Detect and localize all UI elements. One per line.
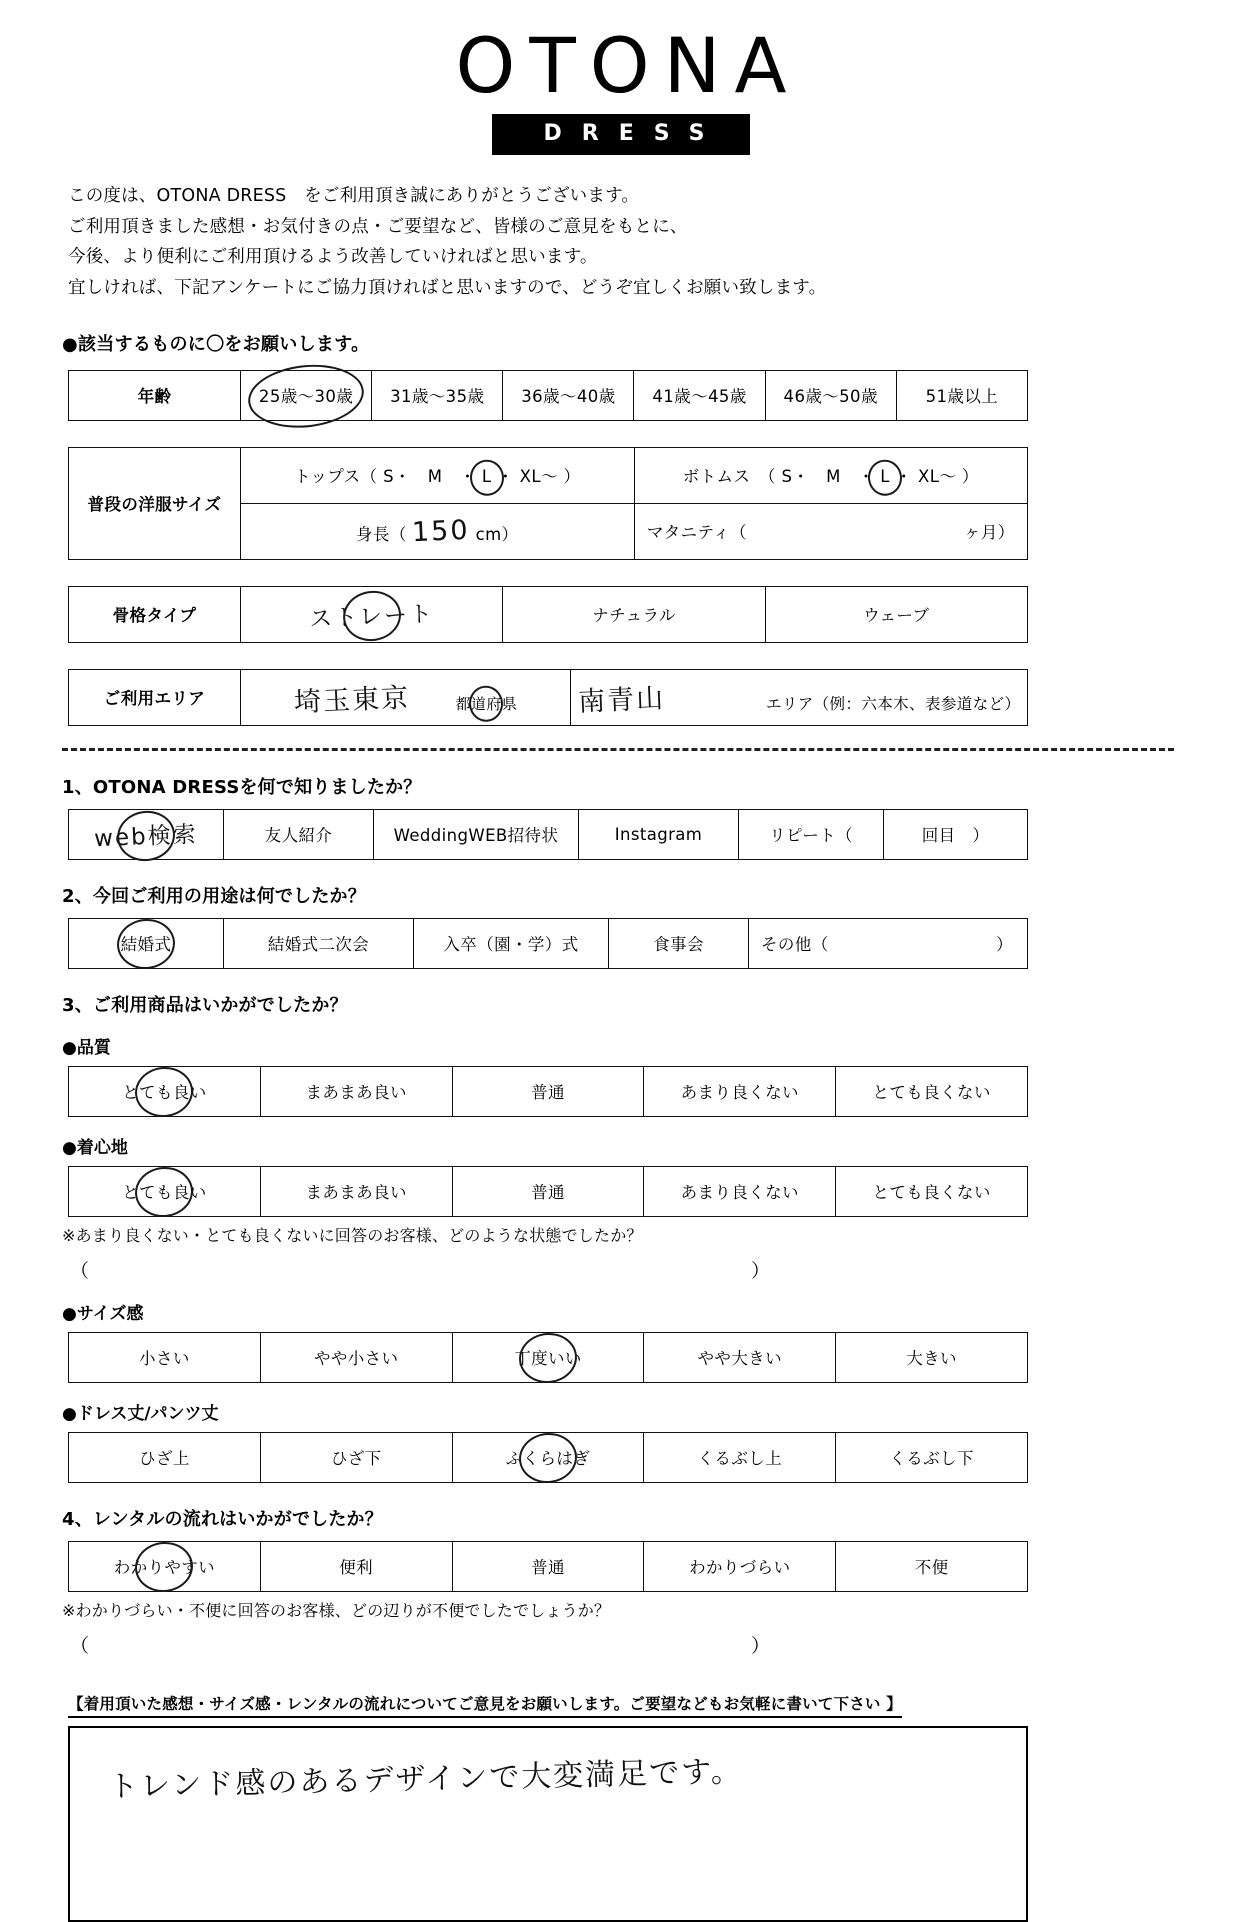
quality-option-normal[interactable]: 普通 [452, 1066, 644, 1116]
skeleton-option-straight[interactable] [241, 586, 503, 642]
comfort-followup-answer[interactable] [70, 1256, 770, 1283]
q2-option-ceremony[interactable]: 入卒（園・学）式 [414, 918, 609, 968]
q4-answer-close: ） [750, 1634, 770, 1657]
q1-option-friend[interactable]: 友人紹介 [224, 809, 374, 859]
prefecture-label: 都道府県 [455, 694, 518, 713]
instruction-text: ●該当するものに〇をお願いします。 [62, 333, 370, 355]
area-hint: エリア（例：六本木、表参道など） [765, 694, 1021, 713]
comfort-answer-close: ） [750, 1259, 770, 1282]
comment-box[interactable] [68, 1726, 1028, 1922]
q2-option-afterparty[interactable]: 結婚式二次会 [224, 918, 414, 968]
q4-option-convenient[interactable]: 便利 [260, 1541, 452, 1591]
height-cell[interactable] [241, 503, 635, 559]
length-label: ●ドレス丈/パンツ丈 [62, 1403, 219, 1424]
q2-option-dinner[interactable]: 食事会 [609, 918, 749, 968]
age-option-31-35[interactable]: 31歳〜35歳 [372, 370, 503, 420]
q4-option-normal[interactable]: 普通 [452, 1541, 644, 1591]
area-detail-cell[interactable] [571, 669, 1028, 725]
q2-option-label: 結婚式 [121, 931, 172, 955]
age-option-46-50[interactable]: 46歳〜50歳 [765, 370, 896, 420]
q1-option-label: web検索 [94, 815, 199, 852]
comfort-option-label: とても良い [122, 1179, 207, 1203]
question-1-table [68, 809, 1028, 860]
length-option-label: ふくらはぎ [506, 1445, 591, 1469]
q4-answer-open: （ [70, 1634, 90, 1657]
table-row [69, 1432, 1028, 1482]
q1-option-repeat-count[interactable]: 回目 ） [884, 809, 1028, 859]
area-written-value: 南青山 [577, 682, 666, 718]
fit-label: ●サイズ感 [62, 1303, 144, 1324]
bottoms-size-selected: L [880, 467, 890, 487]
comment-heading: 【着用頂いた感想・サイズ感・レンタルの流れについてご意見をお願いします。ご要望などもお気軽に書いて下さい 】 [68, 1692, 902, 1718]
fit-option-slightly-large[interactable]: やや大きい [644, 1332, 836, 1382]
length-option-below-ankle[interactable]: くるぶし下 [836, 1432, 1028, 1482]
skeleton-option-label: ストレート [308, 595, 434, 633]
quality-option-fairly-good[interactable]: まあまあ良い [260, 1066, 452, 1116]
table-row [69, 1166, 1028, 1216]
q1-option-repeat[interactable]: リピート（ [739, 809, 884, 859]
table-row [69, 1332, 1028, 1382]
question-1-title: 1、OTONA DRESSを何で知りましたか？ [62, 776, 422, 798]
prefecture-cell[interactable] [241, 669, 571, 725]
intro-line-4: 宜しければ、下記アンケートにご協力頂ければと思いますので、どうぞ宜しくお願い致します。 [68, 278, 827, 299]
intro-line-3: 今後、より便利にご利用頂けるよう改善していければと思います。 [68, 247, 598, 268]
quality-option-label: とても良い [122, 1079, 207, 1103]
q2-option-other-close: ） [996, 935, 1013, 955]
brand-logo [0, 0, 1242, 155]
comfort-option-fairly-good[interactable]: まあまあ良い [260, 1166, 452, 1216]
bottoms-size-cell[interactable] [634, 447, 1028, 503]
skeleton-option-wave[interactable]: ウェーブ [765, 586, 1027, 642]
q4-option-hard[interactable]: わかりづらい [644, 1541, 836, 1591]
comfort-label: ●着心地 [62, 1137, 128, 1158]
prefecture-written-value: 埼玉東京 [293, 682, 411, 719]
age-option-51-plus[interactable]: 51歳以上 [896, 370, 1027, 420]
length-table [68, 1432, 1028, 1483]
table-row [69, 809, 1028, 859]
maternity-cell[interactable] [634, 503, 1028, 559]
tops-size-prefix: トップス（ S・ M ・ [294, 467, 477, 487]
bottoms-size-suffix: ・ XL〜 ） [895, 467, 979, 487]
quality-option-very-bad[interactable]: とても良くない [836, 1066, 1028, 1116]
quality-label: ●品質 [62, 1037, 111, 1058]
age-option-36-40[interactable]: 36歳〜40歳 [503, 370, 634, 420]
question-2-title: 2、今回ご利用の用途は何でしたか？ [62, 885, 366, 907]
table-row [69, 669, 1028, 725]
fit-table [68, 1332, 1028, 1383]
q1-option-web-search[interactable] [69, 809, 224, 859]
question-4-table [68, 1541, 1028, 1592]
intro-line-2: ご利用頂きました感想・お気付きの点・ご要望など、皆様のご意見をもとに、 [68, 216, 688, 237]
length-option-calf[interactable] [452, 1432, 644, 1482]
comfort-answer-open: （ [70, 1259, 90, 1282]
fit-option-label: 丁度いい [514, 1345, 582, 1369]
tops-size-suffix: ・ XL〜 ） [497, 467, 581, 487]
clothing-size-table [68, 447, 1028, 560]
q2-option-wedding[interactable] [69, 918, 224, 968]
table-row [69, 447, 1028, 503]
quality-table [68, 1066, 1028, 1117]
length-option-above-ankle[interactable]: くるぶし上 [644, 1432, 836, 1482]
age-label: 年齢 [69, 370, 241, 420]
intro-paragraph [68, 181, 1242, 304]
q4-followup-answer[interactable] [70, 1631, 770, 1658]
comfort-followup-note: ※あまり良くない・とても良くないに回答のお客様、どのような状態でしたか？ [62, 1225, 643, 1245]
table-row [69, 1066, 1028, 1116]
usage-area-label: ご利用エリア [69, 669, 241, 725]
intro-line-1: この度は、OTONA DRESS をご利用頂き誠にありがとうございます。 [68, 186, 640, 207]
q1-option-weddingweb[interactable]: WeddingWEB招待状 [374, 809, 579, 859]
q4-option-label: わかりやすい [114, 1554, 215, 1578]
height-unit: cm） [475, 524, 519, 544]
table-row [69, 370, 1028, 420]
fit-option-small[interactable]: 小さい [69, 1332, 261, 1382]
maternity-label: マタニティ（ [646, 523, 747, 543]
question-2-table [68, 918, 1028, 969]
comfort-option-very-bad[interactable]: とても良くない [836, 1166, 1028, 1216]
bottoms-size-prefix: ボトムス （ S・ M ・ [682, 467, 875, 487]
question-3-title: 3、ご利用商品はいかがでしたか？ [62, 994, 348, 1016]
table-row [69, 586, 1028, 642]
clothing-size-label: 普段の洋服サイズ [69, 447, 241, 559]
skeleton-type-label: 骨格タイプ [69, 586, 241, 642]
age-option-label: 25歳〜30歳 [259, 383, 353, 407]
comfort-option-normal[interactable]: 普通 [452, 1166, 644, 1216]
skeleton-option-natural[interactable]: ナチュラル [503, 586, 765, 642]
q4-followup-note: ※わかりづらい・不便に回答のお客様、どの辺りが不便でしたでしょうか？ [62, 1600, 611, 1620]
comfort-option-not-very-good[interactable]: あまり良くない [644, 1166, 836, 1216]
tops-size-cell[interactable] [241, 447, 635, 503]
q2-option-other-label: その他（ [761, 935, 829, 955]
q4-option-inconvenient[interactable]: 不便 [836, 1541, 1028, 1591]
comment-handwritten-text: トレンド感のあるデザインで大変満足です。 [107, 1753, 744, 1805]
fit-option-large[interactable]: 大きい [836, 1332, 1028, 1382]
length-option-below-knee[interactable]: ひざ下 [260, 1432, 452, 1482]
q4-option-easy[interactable] [69, 1541, 261, 1591]
question-4-title: 4、レンタルの流れはいかがでしたか？ [62, 1508, 383, 1530]
length-option-above-knee[interactable]: ひざ上 [69, 1432, 261, 1482]
age-option-25-30[interactable] [241, 370, 372, 420]
fit-option-slightly-small[interactable]: やや小さい [260, 1332, 452, 1382]
q1-option-instagram[interactable]: Instagram [579, 809, 739, 859]
brand-subtitle: DRESS [492, 114, 751, 155]
skeleton-type-table [68, 586, 1028, 643]
quality-option-very-good[interactable] [69, 1066, 261, 1116]
table-row [69, 918, 1028, 968]
fit-option-just-right[interactable] [452, 1332, 644, 1382]
comfort-option-very-good[interactable] [69, 1166, 261, 1216]
table-row [69, 1541, 1028, 1591]
age-table [68, 370, 1028, 421]
height-value: 150 [411, 514, 471, 548]
quality-option-not-very-good[interactable]: あまり良くない [644, 1066, 836, 1116]
maternity-unit: ヶ月） [963, 523, 1015, 543]
brand-name: OTONA [455, 21, 801, 110]
tops-size-selected: L [481, 467, 492, 487]
comfort-table [68, 1166, 1028, 1217]
height-label: 身長（ [356, 524, 407, 544]
usage-area-table [68, 669, 1028, 726]
age-option-41-45[interactable]: 41歳〜45歳 [634, 370, 765, 420]
section-divider [62, 748, 1174, 751]
q2-option-other[interactable] [749, 918, 1028, 968]
